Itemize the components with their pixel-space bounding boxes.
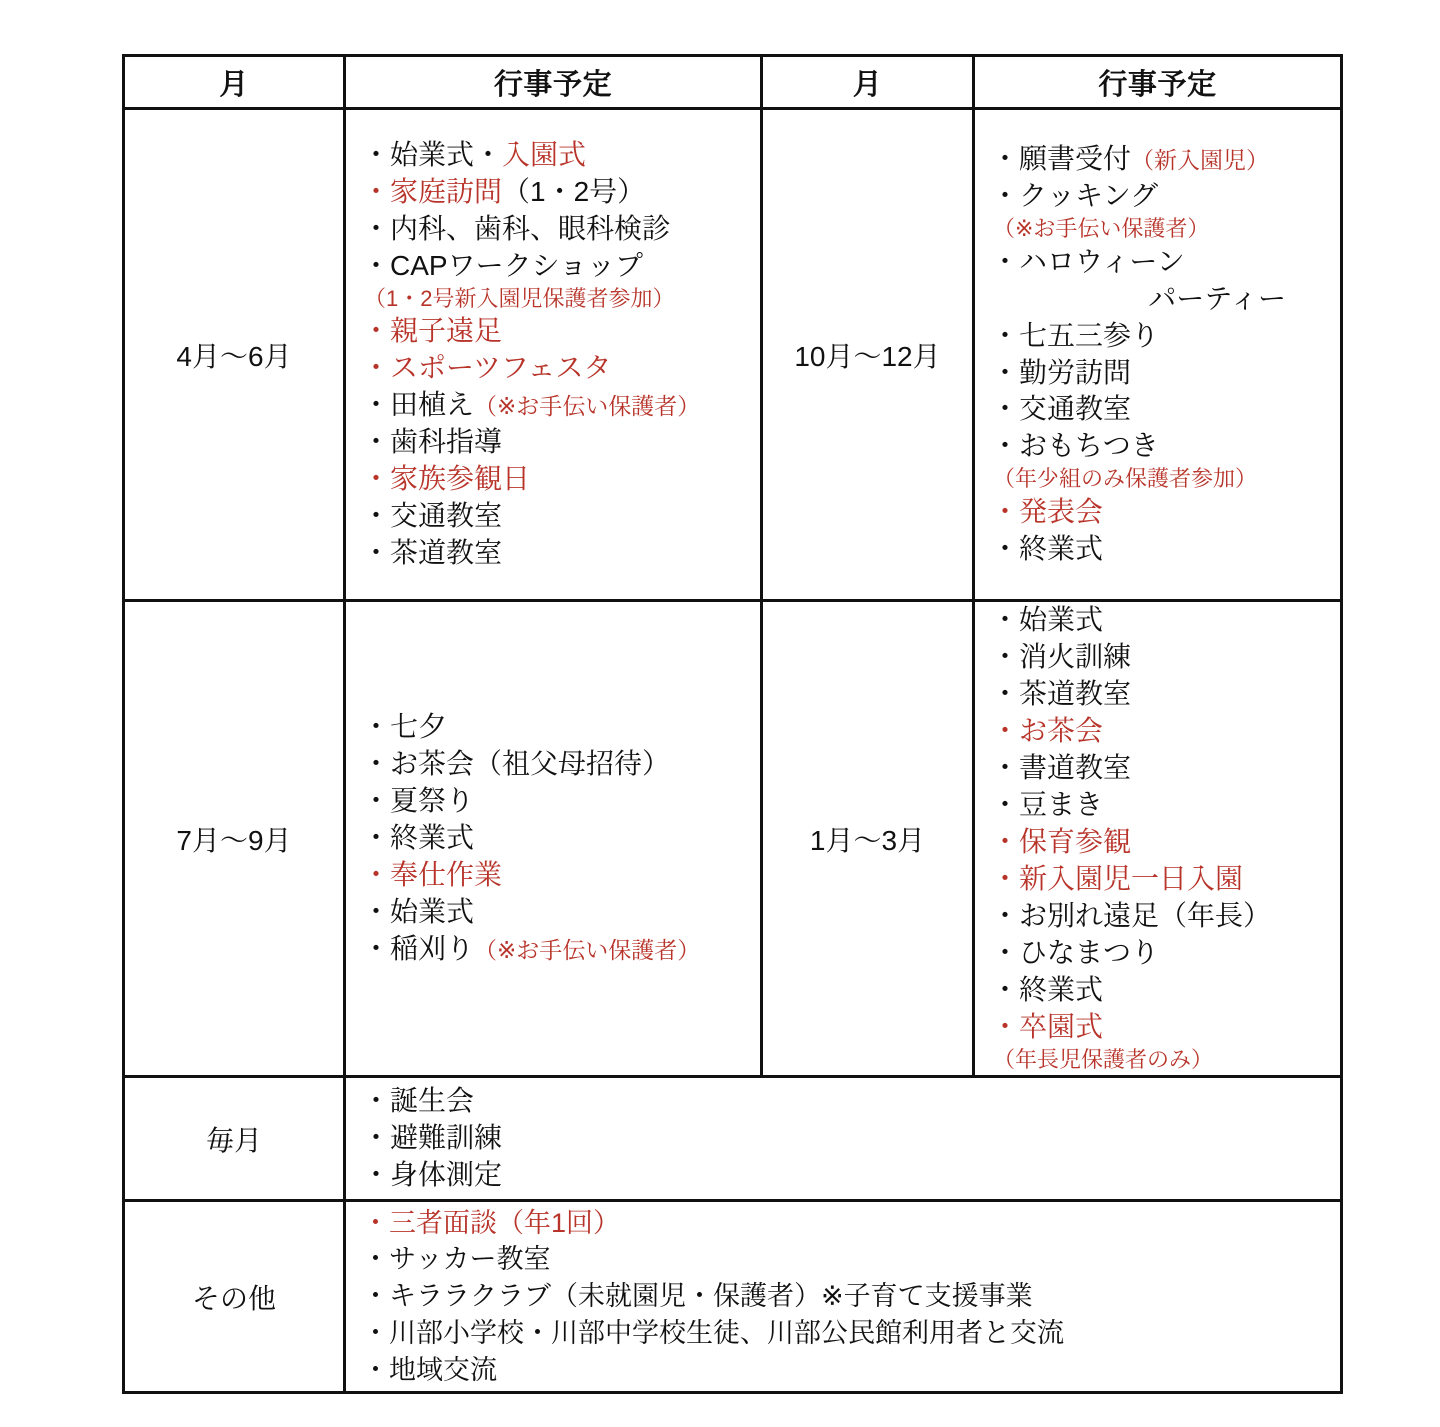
event-item <box>362 461 750 498</box>
event-item <box>362 931 750 968</box>
bullet-icon: ・ <box>362 1085 391 1117</box>
bullet-icon: ・ <box>362 175 391 207</box>
event-item <box>991 1046 1330 1075</box>
event-text: （1・2号新入園児保護者参加） <box>364 285 675 311</box>
events-cell-q3 <box>974 109 1342 601</box>
bullet-icon: ・ <box>362 895 391 927</box>
event-text: 七夕 <box>390 711 447 743</box>
bullet-icon: ・ <box>362 711 391 743</box>
event-item <box>362 248 750 285</box>
event-item <box>362 746 750 783</box>
event-item <box>362 894 750 931</box>
event-text: スポーツフェスタ <box>390 352 612 384</box>
event-text: 新入園児一日入園 <box>1019 863 1244 895</box>
table-row-monthly <box>124 1077 1342 1201</box>
event-item <box>362 1157 1330 1194</box>
event-text: 卒園式 <box>1019 1010 1104 1042</box>
table-header <box>124 56 1342 109</box>
event-list <box>975 141 1340 568</box>
event-item <box>362 783 750 820</box>
column-header-events-left: 行事予定 <box>345 56 762 109</box>
event-list <box>975 602 1340 1074</box>
month-label-q3: 10月～12月 <box>762 109 974 601</box>
event-item <box>991 713 1330 750</box>
events-cell-monthly <box>345 1077 1342 1201</box>
event-text: 入園式 <box>502 138 587 170</box>
event-item <box>991 824 1330 861</box>
event-item <box>991 141 1330 178</box>
bullet-icon: ・ <box>991 143 1020 175</box>
bullet-icon: ・ <box>991 393 1020 425</box>
column-header-month-right: 月 <box>762 56 974 109</box>
event-list <box>346 709 760 968</box>
bullet-icon: ・ <box>991 863 1020 895</box>
bullet-icon: ・ <box>362 1122 391 1154</box>
event-text: 地域交流 <box>389 1354 497 1385</box>
bullet-icon: ・ <box>362 426 391 458</box>
column-header-events-right: 行事予定 <box>974 56 1342 109</box>
bullet-icon: ・ <box>362 748 391 780</box>
event-list <box>346 137 760 572</box>
bullet-icon: ・ <box>362 138 391 170</box>
bullet-icon: ・ <box>362 858 391 890</box>
event-text: （※お手伝い保護者） <box>474 393 701 420</box>
event-item <box>362 387 750 424</box>
event-text: 願書受付 <box>1019 143 1132 175</box>
month-label-q4: 1月～3月 <box>762 601 974 1077</box>
event-text: 交通教室 <box>390 500 503 532</box>
event-text: 始業式 <box>390 895 475 927</box>
event-text: （1・2号） <box>502 175 646 207</box>
event-text: 終業式 <box>1019 974 1104 1006</box>
event-text: 夏祭り <box>390 785 475 817</box>
bullet-icon: ・ <box>362 1317 389 1348</box>
bullet-icon: ・ <box>991 245 1020 277</box>
event-text: 発表会 <box>1019 495 1104 527</box>
bullet-icon: ・ <box>362 315 391 347</box>
event-list <box>346 1205 1340 1389</box>
bullet-icon: ・ <box>362 822 391 854</box>
events-cell-q4 <box>974 601 1342 1077</box>
event-text: 歯科指導 <box>390 426 503 458</box>
event-item <box>362 535 750 572</box>
event-text: （年少組のみ保護者参加） <box>993 466 1258 492</box>
event-item <box>991 972 1330 1009</box>
month-label-monthly: 毎月 <box>124 1077 345 1201</box>
event-text: （新入園児） <box>1131 147 1270 174</box>
event-text: 稲刈り <box>390 932 475 964</box>
event-item <box>362 1120 1330 1157</box>
event-item <box>362 174 750 211</box>
event-text: 始業式 <box>1019 604 1104 636</box>
event-item <box>362 285 750 314</box>
bullet-icon: ・ <box>362 1281 389 1312</box>
event-item <box>991 281 1330 318</box>
bullet-icon: ・ <box>991 900 1020 932</box>
event-text: （※お手伝い保護者） <box>474 936 701 963</box>
event-text: ひなまつり <box>1019 937 1160 969</box>
bullet-icon: ・ <box>362 1354 389 1385</box>
events-cell-other <box>345 1201 1342 1393</box>
bullet-icon: ・ <box>991 641 1020 673</box>
event-item <box>362 1241 1330 1278</box>
event-text: 交通教室 <box>1019 393 1132 425</box>
event-item <box>362 313 750 350</box>
bullet-icon: ・ <box>362 1244 389 1275</box>
event-text: 三者面談（年1回） <box>389 1207 621 1238</box>
event-text: 消火訓練 <box>1019 641 1132 673</box>
bullet-icon: ・ <box>362 785 391 817</box>
event-item <box>991 178 1330 215</box>
event-item <box>362 820 750 857</box>
event-item <box>362 1315 1330 1352</box>
event-text: （※お手伝い保護者） <box>993 216 1210 242</box>
bullet-icon: ・ <box>991 430 1020 462</box>
table-row <box>124 109 1342 601</box>
event-item <box>362 1205 1330 1242</box>
event-text: 内科、歯科、眼科検診 <box>390 212 671 244</box>
event-text: クッキング <box>1019 180 1159 212</box>
table-row-other <box>124 1201 1342 1393</box>
events-cell-q2 <box>345 601 762 1077</box>
event-text: 身体測定 <box>390 1158 503 1190</box>
bullet-icon: ・ <box>362 389 391 421</box>
event-text: 家族参観日 <box>390 463 531 495</box>
bullet-icon: ・ <box>991 715 1020 747</box>
event-item <box>991 428 1330 465</box>
bullet-icon: ・ <box>991 356 1020 388</box>
bullet-icon: ・ <box>991 678 1020 710</box>
bullet-icon: ・ <box>991 319 1020 351</box>
event-item <box>362 709 750 746</box>
event-item <box>362 350 750 387</box>
event-item <box>362 137 750 174</box>
event-text: 川部小学校・川部中学校生徒、川部公民館利用者と交流 <box>389 1317 1064 1348</box>
event-item <box>991 494 1330 531</box>
bullet-icon: ・ <box>362 352 391 384</box>
event-item <box>991 676 1330 713</box>
event-text: 書道教室 <box>1019 752 1132 784</box>
event-item <box>991 391 1330 428</box>
event-item <box>991 787 1330 824</box>
bullet-icon: ・ <box>991 495 1020 527</box>
events-cell-q1 <box>345 109 762 601</box>
event-item <box>991 750 1330 787</box>
event-text: 田植え <box>390 389 475 421</box>
bullet-icon: ・ <box>991 532 1020 564</box>
bullet-icon: ・ <box>991 604 1020 636</box>
bullet-icon: ・ <box>991 180 1020 212</box>
event-text: お茶会 <box>1019 715 1104 747</box>
month-label-q2: 7月～9月 <box>124 601 345 1077</box>
event-item <box>991 215 1330 244</box>
bullet-icon: ・ <box>991 826 1020 858</box>
event-text: CAPワークショップ <box>390 249 644 281</box>
event-item <box>991 602 1330 639</box>
bullet-icon: ・ <box>362 249 391 281</box>
event-item <box>991 318 1330 355</box>
event-item <box>991 355 1330 392</box>
event-text: サッカー教室 <box>389 1244 551 1275</box>
bullet-icon: ・ <box>991 789 1020 821</box>
event-text: 親子遠足 <box>390 315 503 347</box>
event-item <box>991 244 1330 281</box>
event-item <box>991 639 1330 676</box>
header-row <box>124 56 1342 109</box>
bullet-icon: ・ <box>991 937 1020 969</box>
event-text: キララクラブ（未就園児・保護者）※子育て支援事業 <box>389 1281 1033 1312</box>
event-text: （年長児保護者のみ） <box>993 1046 1214 1072</box>
bullet-icon: ・ <box>362 1207 389 1238</box>
event-text: 豆まき <box>1019 789 1104 821</box>
event-item <box>991 898 1330 935</box>
event-item <box>991 531 1330 568</box>
bullet-icon: ・ <box>362 1158 391 1190</box>
bullet-icon: ・ <box>991 974 1020 1006</box>
event-item <box>362 1083 1330 1120</box>
table-row <box>124 601 1342 1077</box>
event-item <box>991 1009 1330 1046</box>
bullet-icon: ・ <box>362 537 391 569</box>
event-item <box>362 211 750 248</box>
column-header-month-left: 月 <box>124 56 345 109</box>
event-item <box>362 498 750 535</box>
event-text: 茶道教室 <box>1019 678 1132 710</box>
event-text: ハロウィーン <box>1019 245 1185 277</box>
event-text: 勤労訪問 <box>1019 356 1132 388</box>
event-text: 家庭訪問 <box>390 175 503 207</box>
month-label-other: その他 <box>124 1201 345 1393</box>
bullet-icon: ・ <box>991 752 1020 784</box>
event-text: 奉仕作業 <box>390 858 503 890</box>
event-text: 終業式 <box>390 822 475 854</box>
table-body <box>124 109 1342 1393</box>
event-item <box>362 1278 1330 1315</box>
event-text: 誕生会 <box>390 1085 475 1117</box>
annual-schedule-table <box>122 54 1343 1394</box>
event-item <box>991 935 1330 972</box>
event-text: 茶道教室 <box>390 537 503 569</box>
event-text: 始業式・ <box>390 138 503 170</box>
event-text: 避難訓練 <box>390 1122 503 1154</box>
event-text: 終業式 <box>1019 532 1104 564</box>
event-item <box>362 1352 1330 1389</box>
event-list <box>346 1083 1340 1194</box>
event-text: 七五三参り <box>1019 319 1160 351</box>
event-item <box>991 465 1330 494</box>
event-text: おもちつき <box>1019 430 1159 462</box>
bullet-icon: ・ <box>991 1010 1020 1042</box>
event-item <box>362 424 750 461</box>
event-text: 保育参観 <box>1019 826 1132 858</box>
bullet-icon: ・ <box>362 500 391 532</box>
event-text: お別れ遠足（年長） <box>1019 900 1272 932</box>
bullet-icon: ・ <box>362 212 391 244</box>
bullet-icon: ・ <box>362 463 391 495</box>
event-text: パーティー <box>1148 282 1286 314</box>
event-text: お茶会（祖父母招待） <box>390 748 671 780</box>
event-item <box>362 857 750 894</box>
month-label-q1: 4月～6月 <box>124 109 345 601</box>
event-item <box>991 861 1330 898</box>
bullet-icon: ・ <box>362 932 391 964</box>
